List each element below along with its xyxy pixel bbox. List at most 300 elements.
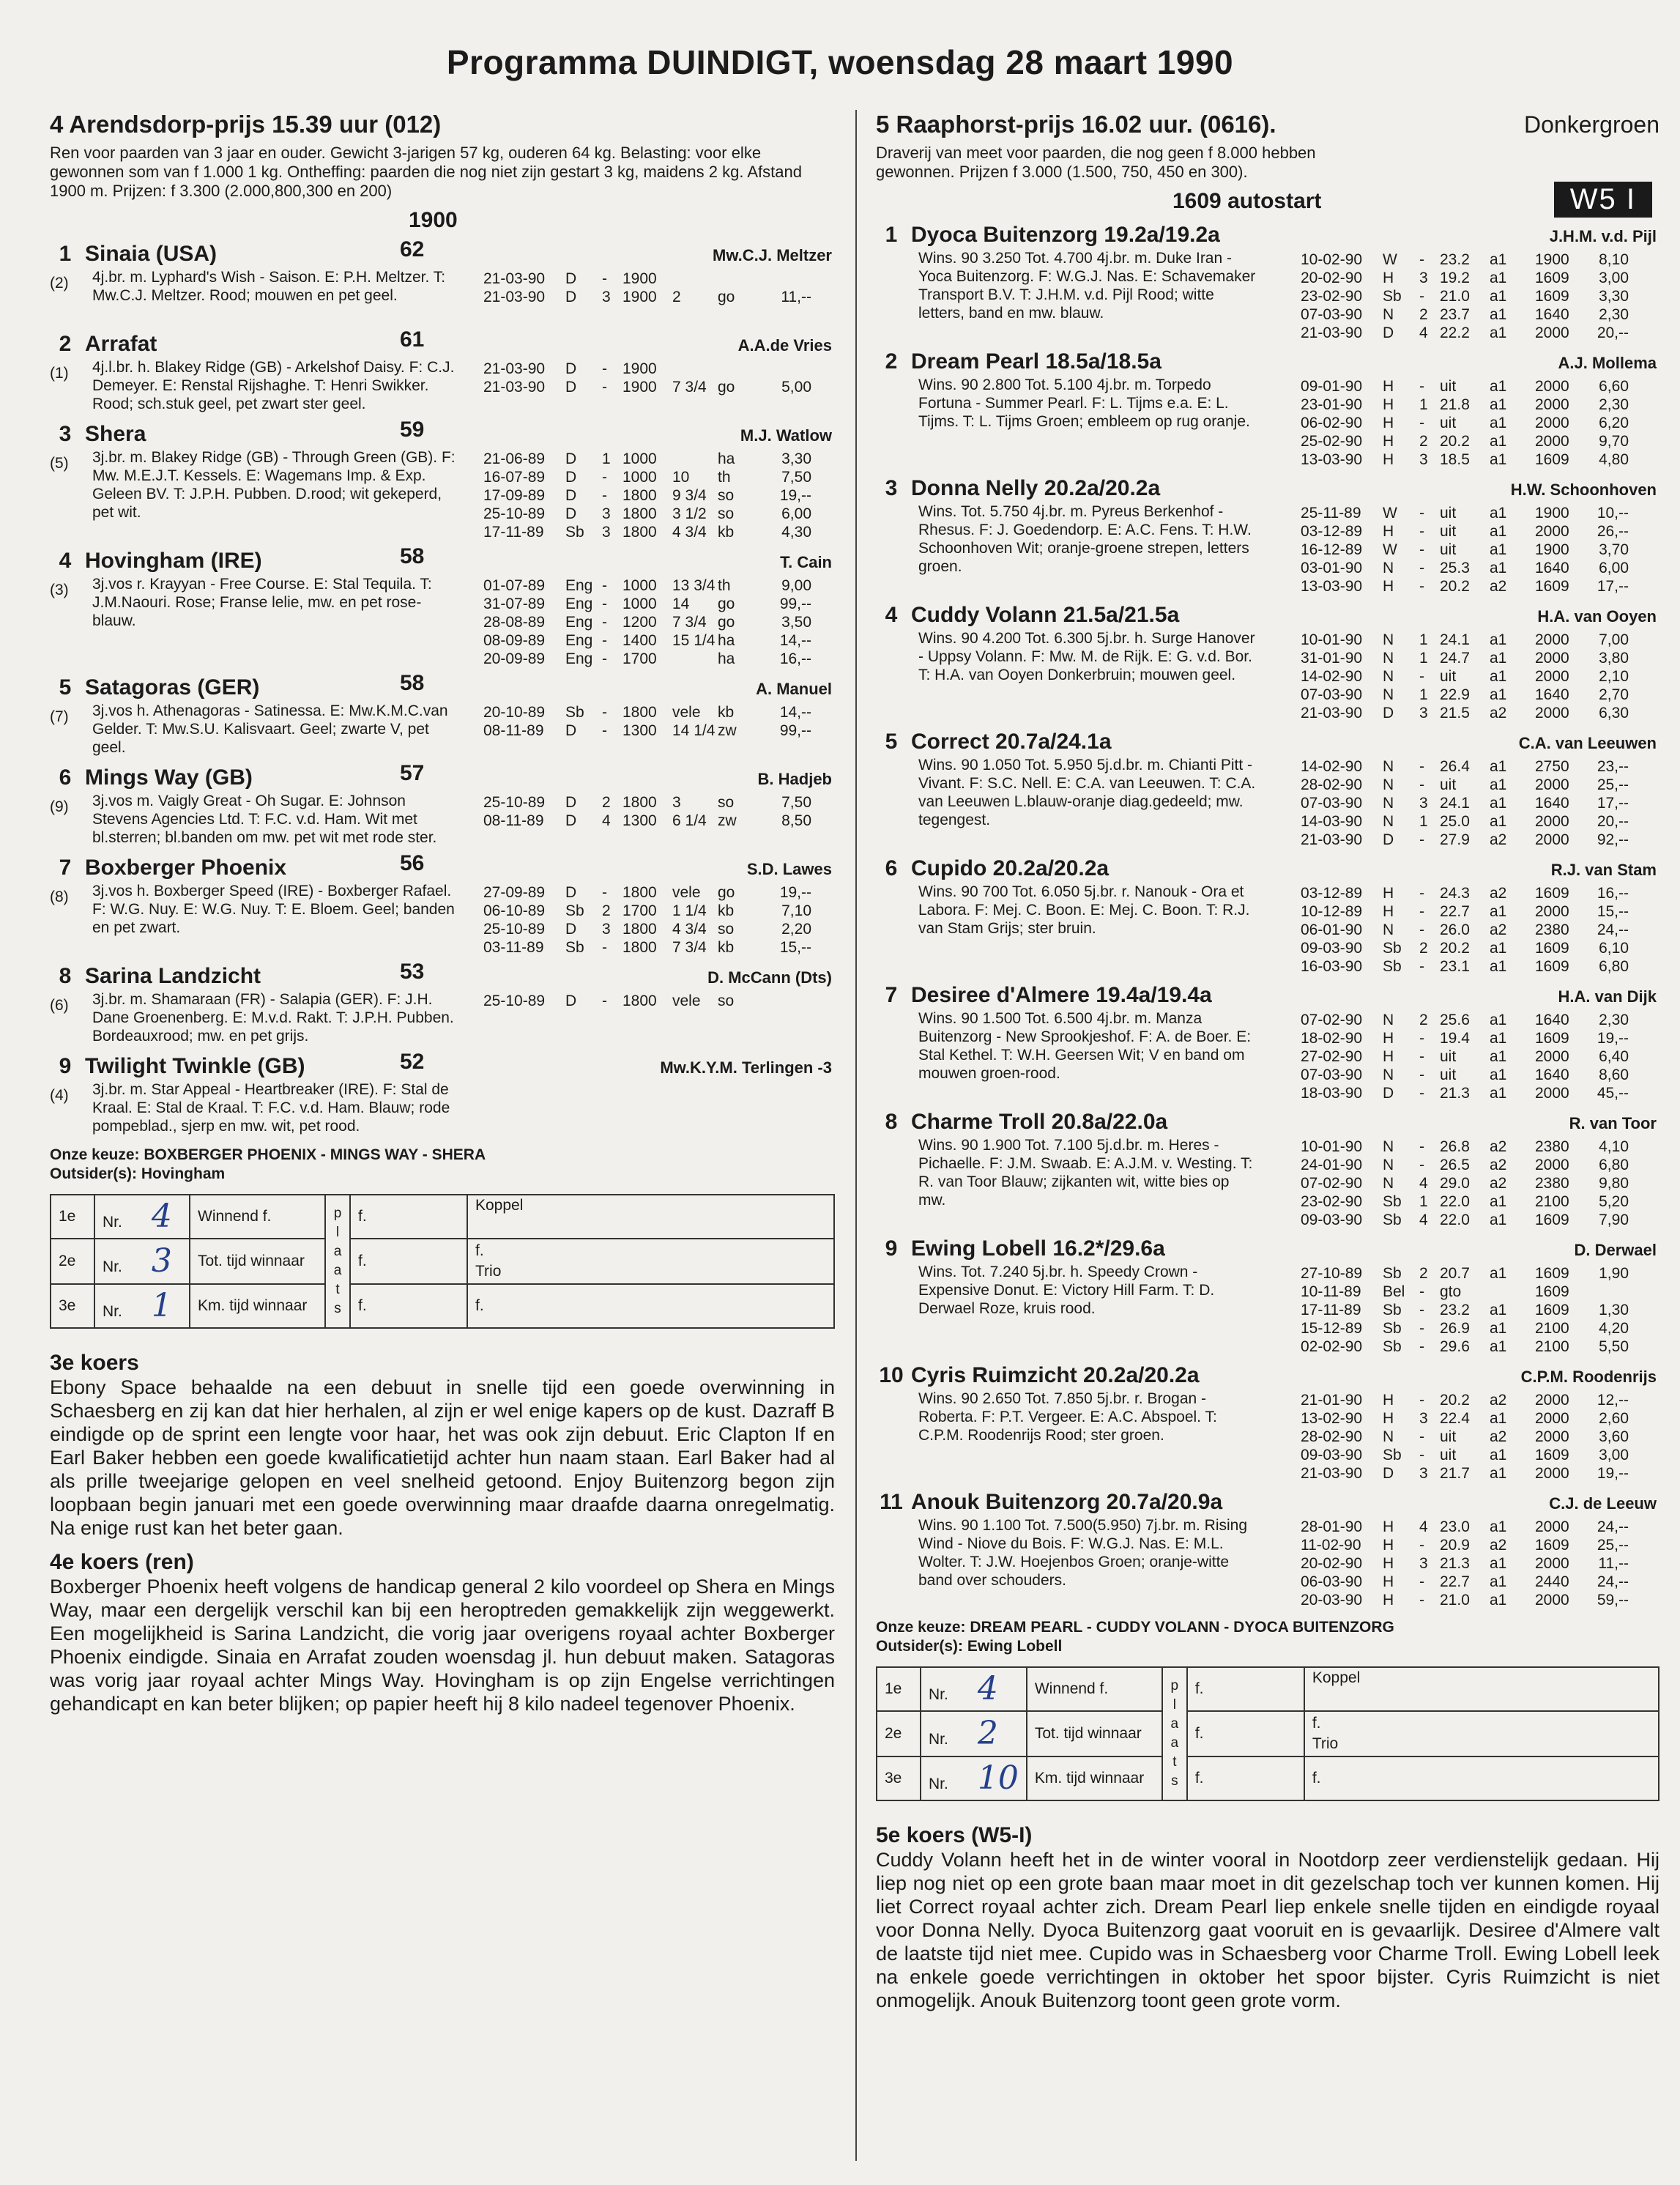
- payout-field[interactable]: f.: [350, 1239, 467, 1284]
- form-cell: 1000: [622, 596, 657, 612]
- form-row: [1301, 631, 1629, 649]
- form-cell: 20-03-90: [1301, 1592, 1363, 1609]
- form-cell: 14-02-90: [1301, 668, 1363, 685]
- form-cell: a1: [1490, 795, 1507, 812]
- form-cell: 2000: [1535, 1410, 1569, 1427]
- horse-driver: T. Cain: [780, 553, 832, 571]
- form-cell: Sb: [1383, 958, 1402, 975]
- form-row: [1301, 305, 1629, 324]
- form-row: [1301, 522, 1629, 541]
- form-cell: uit: [1440, 1447, 1457, 1464]
- horse-entry: [50, 851, 835, 957]
- form-cell: -: [602, 632, 607, 649]
- horse-number: 5: [59, 675, 72, 700]
- form-cell: 2380: [1535, 1138, 1569, 1155]
- form-cell: 6,60: [1599, 378, 1629, 395]
- form-rows: [483, 450, 811, 541]
- horse-number: 3: [885, 476, 898, 500]
- horse-name: Cyris Ruimzicht 20.2a/20.2a: [911, 1363, 1200, 1387]
- form-row: [1301, 921, 1629, 939]
- form-cell: 20-02-90: [1301, 270, 1363, 286]
- form-cell: 7 3/4: [672, 614, 707, 631]
- payout-field[interactable]: f.: [1187, 1711, 1304, 1756]
- form-cell: 29.0: [1440, 1175, 1470, 1192]
- form-cell: 1800: [622, 704, 657, 721]
- form-cell: 8,50: [781, 812, 811, 829]
- form-cell: 2000: [1535, 1555, 1569, 1572]
- form-cell: 11,--: [1598, 1555, 1629, 1572]
- form-row: [1301, 1156, 1629, 1174]
- form-cell: N: [1383, 1066, 1394, 1083]
- form-cell: 2000: [1535, 523, 1569, 540]
- form-cell: 22.0: [1440, 1193, 1470, 1210]
- form-cell: H: [1383, 1410, 1394, 1427]
- form-cell: 1800: [622, 505, 657, 522]
- horse-info: Wins. Tot. 5.750 4j.br. m. Pyreus Berkenhof - Rhesus. F: J. Goedendorp. E: A.C. Fens. T: H.W. Schoonhoven Wit; oranje-groene strepen, letters groen.: [918, 503, 1252, 575]
- trio-field[interactable]: f.: [467, 1284, 834, 1328]
- form-row: [483, 523, 811, 541]
- form-row: [1301, 396, 1629, 414]
- form-rows: [1301, 504, 1629, 596]
- form-cell: 3: [1419, 795, 1428, 812]
- form-cell: 3: [602, 524, 611, 541]
- number-cell[interactable]: [921, 1667, 1027, 1711]
- form-cell: -: [1419, 523, 1424, 540]
- form-cell: D: [565, 812, 577, 829]
- form-row: [1301, 1138, 1629, 1156]
- form-cell: 9,80: [1599, 1175, 1629, 1192]
- form-cell: 2,10: [1599, 668, 1629, 685]
- horse-info: 3j.vos m. Vaigly Great - Oh Sugar. E: Johnson Stevens Agencies Ltd. T: F.C. v.d. Ham. Wit met bl.sterren; bl.banden om mw. pet wit met rode ster.: [92, 793, 437, 846]
- form-row: [483, 576, 811, 595]
- form-cell: 03-12-89: [1301, 523, 1363, 540]
- form-cell: -: [602, 487, 607, 504]
- form-row: [483, 793, 811, 812]
- f-label: f.: [1312, 1715, 1321, 1732]
- race-distance: 1900: [409, 208, 458, 232]
- horse-number: 7: [885, 983, 898, 1007]
- result-label: Winnend f.: [190, 1195, 325, 1239]
- horse-driver: Mw.K.Y.M. Terlingen -3: [660, 1058, 832, 1077]
- form-cell: kb: [718, 902, 735, 919]
- form-cell: a1: [1490, 378, 1507, 395]
- horse-weight: 57: [400, 761, 425, 785]
- form-cell: 25-10-89: [483, 921, 546, 938]
- form-row: [1301, 287, 1629, 305]
- form-cell: 2440: [1535, 1573, 1569, 1590]
- form-cell: 1900: [1535, 251, 1569, 268]
- result-table: [50, 1194, 835, 1329]
- form-cell: a1: [1490, 1465, 1507, 1482]
- form-cell: a1: [1490, 1030, 1507, 1047]
- payout-field[interactable]: f.: [1187, 1756, 1304, 1800]
- form-cell: D: [565, 379, 577, 396]
- form-cell: 3,70: [1599, 541, 1629, 558]
- form-cell: 99,--: [779, 596, 811, 612]
- form-cell: a1: [1490, 251, 1507, 268]
- form-cell: a2: [1490, 1537, 1507, 1554]
- form-cell: 09-03-90: [1301, 1447, 1363, 1464]
- form-cell: 16,--: [779, 650, 811, 667]
- horse-weight: 52: [400, 1050, 425, 1074]
- horse-entry: [876, 728, 1659, 849]
- form-cell: 06-03-90: [1301, 1573, 1363, 1590]
- horse-driver: C.J. de Leeuw: [1549, 1494, 1657, 1513]
- form-cell: N: [1383, 560, 1394, 576]
- form-cell: 10-01-90: [1301, 1138, 1363, 1155]
- form-cell: a1: [1490, 1573, 1507, 1590]
- form-cell: 07-03-90: [1301, 686, 1363, 703]
- place-label: 2e: [877, 1711, 921, 1756]
- koppel-field[interactable]: Koppel: [467, 1195, 834, 1239]
- horse-info: 3j.br. m. Shamaraan (FR) - Salapia (GER). F: J.H. Dane Groenenberg. E: M.v.d. Rakt. T: J.P.H. Pubben. Bordeauxrood; mw. en pet grijs.: [92, 991, 454, 1045]
- race-distance: 1609 autostart: [1172, 189, 1322, 213]
- form-cell: -: [1419, 1283, 1424, 1300]
- plaats-label: p l a a t s: [325, 1195, 350, 1328]
- form-cell: 1609: [1535, 270, 1569, 286]
- horse-name: Sarina Landzicht: [85, 964, 261, 988]
- form-cell: 3: [602, 505, 611, 522]
- race-color-label: Donkergroen: [1524, 111, 1659, 138]
- form-cell: 1800: [622, 993, 657, 1009]
- form-row: [483, 883, 811, 902]
- form-cell: H: [1383, 1030, 1394, 1047]
- form-cell: go: [718, 884, 735, 901]
- horse-number: 8: [59, 964, 72, 988]
- payout-field[interactable]: f.: [1187, 1667, 1304, 1711]
- form-row: [1301, 577, 1629, 596]
- form-cell: 2000: [1535, 1518, 1569, 1535]
- form-row: [1301, 957, 1629, 976]
- form-cell: 45,--: [1597, 1085, 1629, 1102]
- horse-info: Wins. 90 1.900 Tot. 7.100 5j.d.br. m. Heres - Pichaelle. F: J.M. Swaab. E: A.J.M. v. Westing. T: R. van Toor Blauw; zijkanten wit, witte bies op mw.: [918, 1137, 1253, 1209]
- form-cell: 10,--: [1597, 505, 1629, 522]
- form-cell: 23.7: [1440, 306, 1470, 323]
- form-row: [1301, 432, 1629, 450]
- form-row: [1301, 649, 1629, 667]
- horse-entry: [876, 348, 1659, 469]
- form-cell: 2: [1419, 1265, 1428, 1282]
- form-cell: 3: [1419, 1465, 1428, 1482]
- form-cell: 26.8: [1440, 1138, 1470, 1155]
- number-cell[interactable]: [921, 1756, 1027, 1800]
- form-cell: 1400: [622, 632, 657, 649]
- form-cell: a1: [1490, 1518, 1507, 1535]
- form-cell: a1: [1490, 776, 1507, 793]
- form-cell: 09-03-90: [1301, 940, 1363, 957]
- place-label: 2e: [51, 1239, 94, 1284]
- form-cell: Sb: [1383, 940, 1402, 957]
- form-cell: 2: [602, 902, 611, 919]
- horse-number: 2: [885, 349, 898, 374]
- horse-name: Hovingham (IRE): [85, 549, 262, 573]
- form-cell: -: [1419, 1537, 1424, 1554]
- form-cell: a1: [1490, 324, 1507, 341]
- horse-entry: [50, 327, 835, 415]
- horse-list: [876, 221, 1659, 1609]
- form-row: [483, 902, 811, 920]
- form-cell: 2000: [1535, 668, 1569, 685]
- form-cell: a1: [1490, 668, 1507, 685]
- form-cell: H: [1383, 1518, 1394, 1535]
- form-cell: a1: [1490, 1410, 1507, 1427]
- form-cell: -: [602, 993, 607, 1009]
- form-cell: 2000: [1535, 1085, 1569, 1102]
- form-cell: 7,50: [781, 469, 811, 486]
- horse-driver: D. McCann (Dts): [707, 968, 832, 987]
- horse-weight: 58: [400, 671, 425, 695]
- form-cell: 1609: [1535, 578, 1569, 595]
- form-cell: 08-11-89: [483, 722, 544, 739]
- form-cell: 1800: [622, 884, 657, 901]
- form-cell: -: [1419, 378, 1424, 395]
- form-cell: a1: [1490, 631, 1507, 648]
- form-cell: Sb: [565, 939, 584, 956]
- koppel-trio-field[interactable]: [1304, 1711, 1659, 1756]
- form-row: [1301, 939, 1629, 957]
- form-row: [1301, 1084, 1629, 1102]
- horse-number: 1: [885, 223, 898, 247]
- horse-info: 4j.br. m. Lyphard's Wish - Saison. E: P.H. Meltzer. T: Mw.C.J. Meltzer. Rood; mouwen en pet geel.: [92, 269, 446, 304]
- form-row: [1301, 794, 1629, 812]
- commentary-text: Ebony Space behaalde na een debuut in snelle tijd een goede overwinning in Schaesberg en zij kan dat hier herhalen, al zijn er wel enige kapers op de kust. Dazraff B eindigde op de sprint een lengte voor haar, het was ook zijn debuut. Eric Clapton If en Earl Baker hebben een goede kwalificatietijd achter hun naam staan. Earl Baker had al als prille tweejarige gelopen en veel snelheid getoond. Enjoy Buitenzorg begon zijn loopbaan begin januari met een goede overwinning maar draafde daarna onregelmatig. Na enige rust kan het beter gaan.: [50, 1376, 835, 1539]
- form-cell: 17,--: [1597, 795, 1629, 812]
- form-cell: N: [1383, 813, 1394, 830]
- number-cell[interactable]: [94, 1195, 190, 1239]
- nr-label: Nr.: [103, 1303, 122, 1320]
- form-cell: 8,60: [1599, 1066, 1629, 1083]
- form-cell: 22.2: [1440, 324, 1470, 341]
- form-cell: a1: [1490, 451, 1507, 468]
- form-cell: Sb: [1383, 1265, 1402, 1282]
- form-row: [1301, 1192, 1629, 1211]
- form-cell: H: [1383, 433, 1394, 450]
- form-cell: 1640: [1535, 686, 1569, 703]
- form-cell: 28-08-89: [483, 614, 546, 631]
- form-cell: 14,--: [779, 704, 811, 721]
- form-cell: Sb: [565, 524, 584, 541]
- form-cell: 9,70: [1599, 433, 1629, 450]
- column-divider: [855, 110, 857, 2161]
- form-cell: 2000: [1535, 415, 1569, 431]
- form-cell: ha: [718, 632, 735, 649]
- koppel-field[interactable]: Koppel: [1304, 1667, 1659, 1711]
- horse-entry: [50, 1050, 835, 1137]
- form-row: [483, 631, 811, 650]
- form-cell: H: [1383, 1537, 1394, 1554]
- form-cell: H: [1383, 578, 1394, 595]
- form-row: [1301, 541, 1629, 559]
- form-cell: 14 1/4: [672, 722, 716, 739]
- form-cell: 23.2: [1440, 251, 1470, 268]
- form-cell: 21-06-89: [483, 450, 546, 467]
- form-cell: a1: [1490, 1048, 1507, 1065]
- horse-name-line: [876, 1108, 1659, 1136]
- nr-label: Nr.: [103, 1258, 122, 1275]
- horse-info: 3j.br. m. Star Appeal - Heartbreaker (IRE). F: Stal de Kraal. E: Stal de Kraal. T: F.C. v.d. Ham. Blauw; rode pompeblad., sjerp en mw. wit, pet rood.: [92, 1081, 450, 1135]
- form-cell: 3,50: [781, 614, 811, 631]
- form-cell: -: [1419, 541, 1424, 558]
- form-cell: 1,30: [1599, 1302, 1629, 1318]
- form-cell: 1: [1419, 686, 1428, 703]
- trio-field[interactable]: f.: [1304, 1756, 1659, 1800]
- form-cell: -: [1419, 1302, 1424, 1318]
- form-cell: 6,10: [1599, 940, 1629, 957]
- form-cell: 24-01-90: [1301, 1157, 1363, 1173]
- form-cell: uit: [1440, 541, 1457, 558]
- form-rows: [483, 992, 811, 1010]
- form-cell: 1: [1419, 813, 1428, 830]
- form-cell: -: [1419, 1392, 1424, 1409]
- form-cell: a1: [1490, 1447, 1507, 1464]
- form-cell: kb: [718, 524, 735, 541]
- form-cell: D: [1383, 831, 1394, 848]
- handwritten-number: 2: [977, 1715, 998, 1752]
- form-cell: D: [565, 921, 577, 938]
- horse-entry: [50, 962, 835, 1047]
- form-cell: -: [602, 722, 607, 739]
- form-cell: Bel: [1383, 1283, 1405, 1300]
- form-cell: 23.2: [1440, 1302, 1470, 1318]
- horse-number: 10: [879, 1363, 904, 1387]
- form-cell: a2: [1490, 1157, 1507, 1173]
- form-cell: 21-03-90: [1301, 324, 1363, 341]
- form-cell: 2100: [1535, 1193, 1569, 1210]
- form-cell: 1000: [622, 577, 657, 594]
- form-cell: Eng: [565, 614, 593, 631]
- post-position: (6): [50, 997, 69, 1014]
- form-cell: 1900: [622, 270, 657, 287]
- form-cell: 17-11-89: [483, 524, 544, 541]
- form-cell: -: [1419, 1428, 1424, 1445]
- horse-name: Donna Nelly 20.2a/20.2a: [911, 476, 1161, 500]
- form-cell: N: [1383, 776, 1394, 793]
- form-cell: 1640: [1535, 1012, 1569, 1028]
- form-row: [1301, 324, 1629, 342]
- horse-name: Cupido 20.2a/20.2a: [911, 856, 1110, 880]
- form-row: [1301, 377, 1629, 396]
- form-cell: 2000: [1535, 1048, 1569, 1065]
- result-grid: [876, 1666, 1659, 1801]
- form-cell: go: [718, 379, 735, 396]
- form-cell: 21.8: [1440, 396, 1470, 413]
- form-cell: uit: [1440, 415, 1457, 431]
- form-cell: -: [1419, 1085, 1424, 1102]
- form-cell: -: [1419, 1157, 1424, 1173]
- form-cell: 1609: [1535, 288, 1569, 305]
- form-cell: 27-02-90: [1301, 1048, 1363, 1065]
- form-cell: 17-09-89: [483, 487, 546, 504]
- form-cell: 99,--: [779, 722, 811, 739]
- form-cell: 1000: [622, 450, 657, 467]
- horse-entry: [50, 237, 835, 324]
- form-cell: so: [718, 794, 735, 811]
- form-cell: a1: [1490, 958, 1507, 975]
- horse-weight: 61: [400, 327, 425, 352]
- form-cell: 2000: [1535, 903, 1569, 920]
- horse-driver: M.J. Watlow: [740, 426, 832, 445]
- page-title: Programma DUINDIGT, woensdag 28 maart 1990: [446, 43, 1234, 81]
- form-cell: 27-09-89: [483, 884, 546, 901]
- form-rows: [483, 793, 811, 830]
- form-cell: a1: [1490, 433, 1507, 450]
- form-rows: [1301, 1264, 1629, 1356]
- form-cell: 1: [1419, 396, 1428, 413]
- horse-number: 3: [59, 422, 72, 446]
- form-cell: 6,40: [1599, 1048, 1629, 1065]
- form-cell: 03-11-89: [483, 939, 544, 956]
- horse-driver: C.A. van Leeuwen: [1518, 734, 1657, 752]
- form-cell: 1800: [622, 939, 657, 956]
- form-cell: 3: [1419, 1555, 1428, 1572]
- form-cell: 8,10: [1599, 251, 1629, 268]
- horse-entry: [50, 544, 835, 668]
- handwritten-number: 4: [977, 1670, 998, 1707]
- form-cell: Eng: [565, 632, 593, 649]
- form-cell: 26.9: [1440, 1320, 1470, 1337]
- form-cell: 17-11-89: [1301, 1302, 1361, 1318]
- form-cell: Eng: [565, 577, 593, 594]
- form-cell: -: [1419, 251, 1424, 268]
- form-row: [1301, 1211, 1629, 1229]
- race-description: Ren voor paarden van 3 jaar en ouder. Gewicht 3-jarigen 57 kg, ouderen 64 kg. Belasting: voor elke gewonnen som van f 1.000 1 kg. Ontheffing: paarden die nog niet zijn gestart 3 kg, maidens 2 kg. Afstand 1900 m. Prijzen: f 3.300 (2.000,800,300 en 200): [50, 144, 802, 200]
- form-row: [483, 920, 811, 938]
- form-cell: 2,30: [1599, 1012, 1629, 1028]
- form-cell: so: [718, 505, 735, 522]
- result-table: [876, 1666, 1659, 1801]
- form-cell: 20-09-89: [483, 650, 546, 667]
- form-cell: 09-03-90: [1301, 1212, 1363, 1228]
- form-cell: 2,30: [1599, 306, 1629, 323]
- form-cell: 29.6: [1440, 1338, 1470, 1355]
- form-cell: 1700: [622, 650, 657, 667]
- form-cell: -: [1419, 958, 1424, 975]
- result-grid: [50, 1194, 835, 1329]
- our-choice: Onze keuze: DREAM PEARL - CUDDY VOLANN - DYOCA BUITENZORG: [876, 1619, 1394, 1636]
- form-rows: [483, 703, 811, 740]
- form-cell: a1: [1490, 1066, 1507, 1083]
- payout-field[interactable]: f.: [350, 1284, 467, 1328]
- form-cell: a1: [1490, 1193, 1507, 1210]
- form-cell: a1: [1490, 1555, 1507, 1572]
- form-cell: 23-02-90: [1301, 1193, 1363, 1210]
- payout-field[interactable]: f.: [350, 1195, 467, 1239]
- horse-number: 5: [885, 730, 898, 754]
- number-cell[interactable]: [94, 1284, 190, 1328]
- horse-name-line: [50, 761, 835, 792]
- horse-name-line: [50, 544, 835, 575]
- form-cell: zw: [718, 722, 737, 739]
- form-cell: 3 1/2: [672, 505, 707, 522]
- form-cell: 9,00: [781, 577, 811, 594]
- form-cell: N: [1383, 650, 1394, 667]
- handwritten-number: 3: [151, 1242, 172, 1280]
- form-cell: 03-12-89: [1301, 885, 1363, 902]
- form-rows: [1301, 884, 1629, 976]
- number-cell[interactable]: [921, 1711, 1027, 1756]
- koppel-trio-field[interactable]: [467, 1239, 834, 1284]
- form-cell: -: [1419, 1447, 1424, 1464]
- form-row: [1301, 1011, 1629, 1029]
- form-cell: -: [602, 469, 607, 486]
- form-cell: a1: [1490, 940, 1507, 957]
- form-cell: H: [1383, 1592, 1394, 1609]
- form-cell: a1: [1490, 560, 1507, 576]
- number-cell[interactable]: [94, 1239, 190, 1284]
- form-cell: -: [1419, 776, 1424, 793]
- form-cell: uit: [1440, 378, 1457, 395]
- form-cell: 13-03-90: [1301, 578, 1363, 595]
